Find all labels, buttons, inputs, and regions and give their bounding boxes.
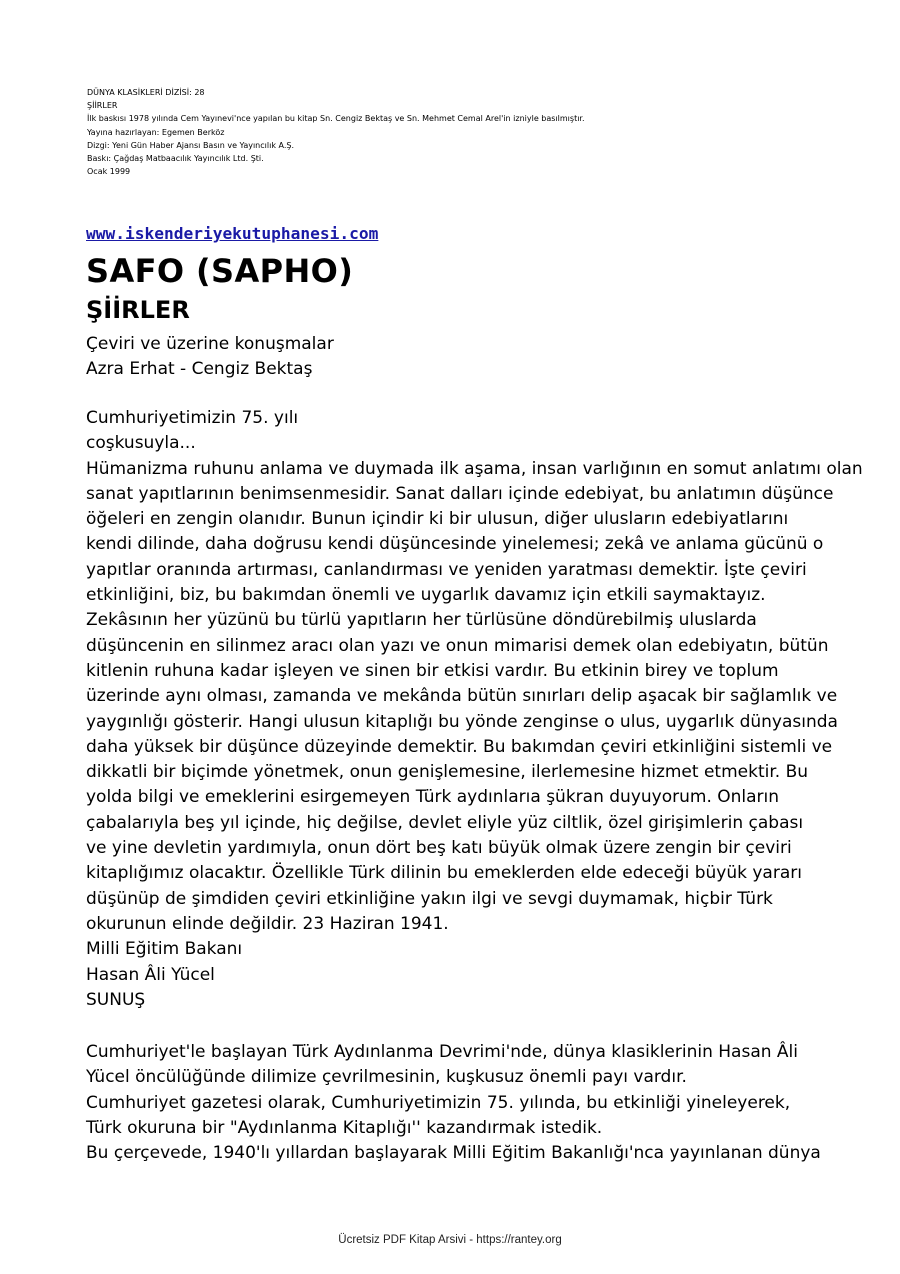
text-line: Cumhuriyet'le başlayan Türk Aydınlanma Devrimi'nde, dünya klasiklerinin Hasan Âli [86, 1042, 798, 1062]
text-line: çabalarıyla beş yıl içinde, hiç değilse, devlet eliyle yüz ciltlik, özel girişimlerin çabası [86, 812, 804, 833]
book-subtitle: ŞİİRLER [86, 296, 190, 324]
text-line: yapıtlar oranında artırması, canlandırması ve yeniden yaratması demektir. İşte çeviri [86, 559, 807, 580]
website-link[interactable]: www.iskenderiyekutuphanesi.com [86, 224, 379, 243]
text-line: Türk okuruna bir "Aydınlanma Kitaplığı'' kazandırmak istedik. [86, 1117, 603, 1138]
text-line: Milli Eğitim Bakanı [86, 939, 243, 960]
page-footer: Ücretsiz PDF Kitap Arsivi - https://rantey.org [338, 1234, 562, 1246]
text-line: Cumhuriyet gazetesi olarak, Cumhuriyetimizin 75. yılında, bu etkinliği yineleyerek, [86, 1092, 791, 1113]
text-line: coşkusuyla... [86, 433, 196, 454]
text-line: üzerinde aynı olması, zamanda ve mekânda bütün sınırları delip aşacak bir sağlamlık ve [86, 686, 838, 707]
text-line: Cumhuriyetimizin 75. yılı [86, 408, 299, 428]
text-line: Yücel öncülüğünde dilimize çevrilmesinin, kuşkusuz önemli payı vardır. [86, 1067, 687, 1088]
text-line: okurunun elinde değildir. 23 Haziran 1941. [86, 913, 449, 934]
text-line: Hasan Âli Yücel [86, 964, 215, 985]
text-line: kitaplığımız olacaktır. Özellikle Türk dilinin bu emeklerden elde edeceği büyük yararı [86, 863, 802, 884]
imprint-series: DÜNYA KLASİKLERİ DİZİSİ: 28 [87, 88, 205, 97]
imprint-book-title: ŞİİRLER [87, 101, 118, 111]
text-line: düşüncenin en silinmez aracı olan yazı ve onun mimarisi demek olan edebiyatın, bütün [86, 635, 829, 656]
imprint-typesetting: Dizgi: Yeni Gün Haber Ajansı Basın ve Yayıncılık A.Ş. [87, 140, 294, 150]
section-heading-sunus: SUNUŞ [86, 989, 146, 1010]
imprint-editor: Yayına hazırlayan: Egemen Berköz [87, 127, 225, 137]
text-line: daha yüksek bir düşünce düzeyinde demektir. Bu bakımdan çeviri etkinliğini sistemli ve [86, 736, 833, 757]
imprint-date: Ocak 1999 [87, 167, 131, 177]
imprint-first-edition: İlk baskısı 1978 yılında Cem Yayınevi'nce yapılan bu kitap Sn. Cengiz Bektaş ve Sn. Mehmet Cemal Arel'in izniyle basılmıştır. [87, 114, 585, 124]
book-title: SAFO (SAPHO) [86, 252, 354, 290]
body-main-text [86, 406, 863, 1013]
text-line: kitlenin ruhuna kadar işleyen ve sinen bir etkisi vardır. Bu etkinin birey ve toplum [86, 660, 779, 681]
text-line: Zekâsının her yüzünü bu türlü yapıtların her türlüsüne döndürebilmiş uluslarda [86, 610, 757, 631]
imprint-printing: Baskı: Çağdaş Matbaacılık Yayıncılık Ltd. Şti. [87, 154, 264, 164]
credits-line: Çeviri ve üzerine konuşmalar [86, 334, 334, 354]
text-line: sanat yapıtlarının benimsenmesidir. Sanat dalları içinde edebiyat, bu anlatımın düşünce [86, 483, 834, 504]
text-line: ve yine devletin yardımıyla, onun dört beş katı büyük olmak üzere zengin bir çeviri [86, 838, 792, 859]
credits-line: Azra Erhat - Cengiz Bektaş [86, 359, 313, 380]
imprint-block [87, 86, 585, 178]
credits-block [86, 332, 334, 383]
text-line: dikkatli bir biçimde yönetmek, onun genişlemesine, ilerlemesine hizmet etmektir. Bu [86, 762, 809, 783]
text-line: yaygınlığı gösterir. Hangi ulusun kitaplığı bu yönde zenginse o ulus, uygarlık dünyasında [86, 711, 838, 732]
text-line: Hümanizma ruhunu anlama ve duymada ilk aşama, insan varlığının en somut anlatımı olan [86, 458, 863, 479]
text-line: yolda bilgi ve emeklerini esirgemeyen Türk aydınlarıa şükran duyuyorum. Onların [86, 787, 780, 808]
text-line: düşünüp de şimdiden çeviri etkinliğine yakın ilgi ve sevgi duymamak, hiçbir Türk [86, 888, 773, 909]
text-line: Bu çerçevede, 1940'lı yıllardan başlayarak Milli Eğitim Bakanlığı'nca yayınlanan dünya [86, 1143, 821, 1164]
text-line: kendi dilinde, daha doğrusu kendi düşüncesinde yinelemesi; zekâ ve anlama gücünü o [86, 534, 824, 555]
body-sunus-text [86, 1040, 821, 1166]
text-line: etkinliğini, biz, bu bakımdan önemli ve uygarlık davamız için etkili saymaktayız. [86, 585, 766, 606]
text-line: öğeleri en zengin olanıdır. Bunun içindir ki bir ulusun, diğer ulusların edebiyatlarını [86, 509, 789, 530]
